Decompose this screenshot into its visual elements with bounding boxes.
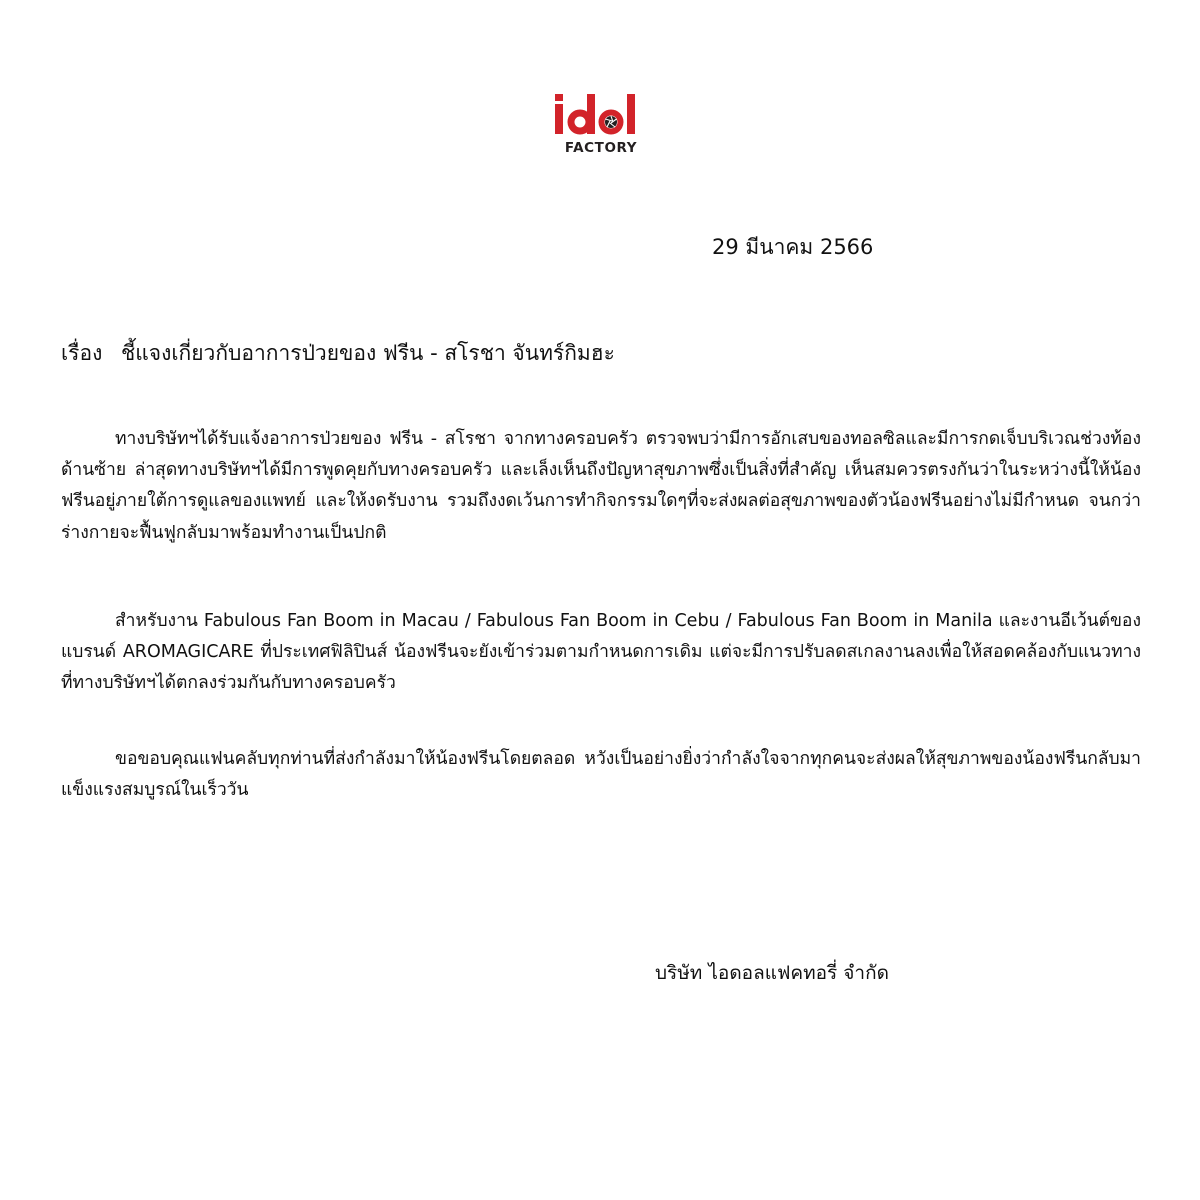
letter-date: 29 มีนาคม 2566 xyxy=(712,235,874,259)
subject-label: เรื่อง xyxy=(61,341,103,365)
idol-factory-logo-icon xyxy=(547,88,653,160)
body-paragraph-1: ทางบริษัทฯได้รับแจ้งอาการป่วยของ ฟรีน - สโรชา จากทางครอบครัว ตรวจพบว่ามีการอักเสบของทอลซิลและมีการกดเจ็บบริเวณช่วงท้องด้านซ้าย ล่าสุดทางบริษัทฯได้มีการพูดคุยกับทางครอบครัว และเล็งเห็นถึงปัญหาสุขภาพซึ่งเป็นสิ่งที่สำคัญ เห็นสมควรตรงกันว่าในระหว่างนี้ให้น้องฟรีนอยู่ภายใต้การดูแลของแพทย์ และให้งดรับงาน รวมถึงงดเว้นการทำกิจกรรมใดๆที่จะส่งผลต่อสุขภาพของตัวน้องฟรีนอย่างไม่มีกำหนด จนกว่าร่างกายจะฟื้นฟูกลับมาพร้อมทำงานเป็นปกติ xyxy=(61,429,1141,543)
company-logo xyxy=(547,88,653,160)
body-paragraph-2: สำหรับงาน Fabulous Fan Boom in Macau / Fabulous Fan Boom in Cebu / Fabulous Fan Boom in Manila และงานอีเว้นต์ของแบรนด์ AROMAGICARE ที่ประเทศฟิลิปินส์ น้องฟรีนจะยังเข้าร่วมตามกำหนดการเดิม แต่จะมีการปรับลดสเกลงานลงเพื่อให้สอดคล้องกับแนวทางที่ทางบริษัทฯได้ตกลงร่วมกันกับทางครอบครัว xyxy=(61,611,1141,694)
subject-text: ชี้แจงเกี่ยวกับอาการป่วยของ ฟรีน - สโรชา จันทร์กิมฮะ xyxy=(121,341,615,365)
body-paragraph-3: ขอขอบคุณแฟนคลับทุกท่านที่ส่งกำลังมาให้น้องฟรีนโดยตลอด หวังเป็นอย่างยิ่งว่ากำลังใจจากทุกคนจะส่งผลให้สุขภาพของน้องฟรีนกลับมาแข็งแรงสมบูรณ์ในเร็ววัน xyxy=(61,749,1141,801)
letter-subject xyxy=(61,338,615,368)
company-signature: บริษัท ไอดอลแฟคทอรี่ จำกัด xyxy=(655,962,889,984)
logo-subtitle: FACTORY xyxy=(564,140,638,156)
